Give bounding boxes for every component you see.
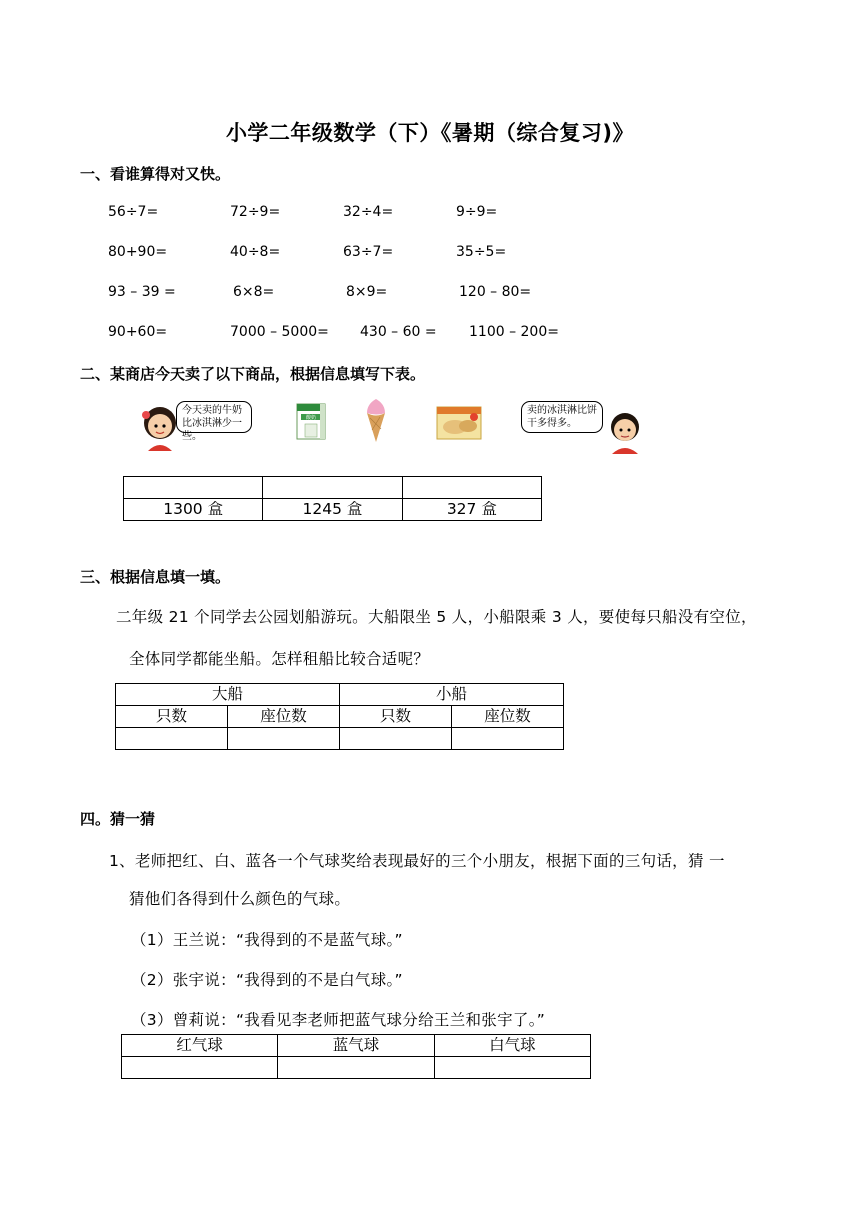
section-3-problem-line-2: 全体同学都能坐船。怎样租船比较合适呢？ [129,650,430,668]
sales-value-cell: 1245 盒 [263,499,402,521]
balloon-answer-cell[interactable] [434,1057,590,1079]
sales-value-cell: 327 盒 [402,499,541,521]
boat-col-header: 只数 [340,706,452,728]
milk-carton-image [296,400,326,440]
calc-item: 40÷8= [230,244,281,260]
boat-answer-cell[interactable] [228,728,340,750]
calc-item: 32÷4= [343,204,394,220]
section-3-problem-line-1: 二年级 21 个同学去公园划船游玩。大船限坐 5 人，小船限乘 3 人，要使每只船没有空位， [116,608,757,626]
boat-col-header: 座位数 [228,706,340,728]
balloon-col-header: 红气球 [122,1035,278,1057]
sales-table [123,476,542,521]
sales-value-cell: 1300 盒 [124,499,263,521]
calc-item: 63÷7= [343,244,394,260]
calc-item: 1100 – 200= [469,324,559,340]
balloon-answer-cell[interactable] [278,1057,434,1079]
balloon-col-header: 蓝气球 [278,1035,434,1057]
boat-answer-cell[interactable] [340,728,452,750]
speech-bubble-left: 今天卖的牛奶比冰淇淋少一些。 [176,401,252,433]
section-1-heading: 一、看谁算得对又快。 [80,165,231,183]
calc-item: 6×8= [233,284,275,300]
section-4-question-line-2: 猜他们各得到什么颜色的气球。 [129,890,351,908]
sales-product-cell[interactable] [263,477,402,499]
balloon-table [121,1034,591,1079]
section-4-question-line-1: 1、老师把红、白、蓝各一个气球奖给表现最好的三个小朋友，根据下面的三句话，猜 一 [109,852,725,870]
section-2-heading: 二、某商店今天卖了以下商品，根据信息填写下表。 [80,365,426,383]
balloon-answer-cell[interactable] [122,1057,278,1079]
sales-product-cell[interactable] [402,477,541,499]
boat-group-header: 大船 [116,684,340,706]
boat-answer-cell[interactable] [452,728,564,750]
boat-col-header: 座位数 [452,706,564,728]
ice-cream-image [363,398,389,444]
calc-item: 80+90= [108,244,168,260]
speech-bubble-right: 卖的冰淇淋比饼干多得多。 [521,401,603,433]
calc-item: 9÷9= [456,204,498,220]
section-4-heading: 四。猜一猜 [80,810,156,828]
calc-item: 35÷5= [456,244,507,260]
boat-table [115,683,564,750]
boat-group-header: 小船 [340,684,564,706]
boat-answer-cell[interactable] [116,728,228,750]
boat-col-header: 只数 [116,706,228,728]
clue-item: （3）曾莉说：“我看见李老师把蓝气球分给王兰和张宇了。” [131,1011,546,1029]
biscuit-pack-image [436,405,482,441]
calc-item: 93 – 39 = [108,284,176,300]
calc-item: 120 – 80= [459,284,532,300]
boy-illustration [604,408,646,454]
calc-item: 90+60= [108,324,168,340]
calc-item: 72÷9= [230,204,281,220]
milk-box-label: 酸奶 [305,415,317,421]
calc-item: 7000 – 5000= [230,324,329,340]
section-3-heading: 三、根据信息填一填。 [80,568,231,586]
clue-item: （2）张宇说：“我得到的不是白气球。” [131,971,403,989]
sales-product-cell[interactable] [124,477,263,499]
calc-item: 430 – 60 = [360,324,437,340]
balloon-col-header: 白气球 [434,1035,590,1057]
calc-item: 56÷7= [108,204,159,220]
clue-item: （1）王兰说：“我得到的不是蓝气球。” [131,931,403,949]
page-title: 小学二年级数学（下）《暑期（综合复习)》 [225,121,635,145]
calc-item: 8×9= [346,284,388,300]
